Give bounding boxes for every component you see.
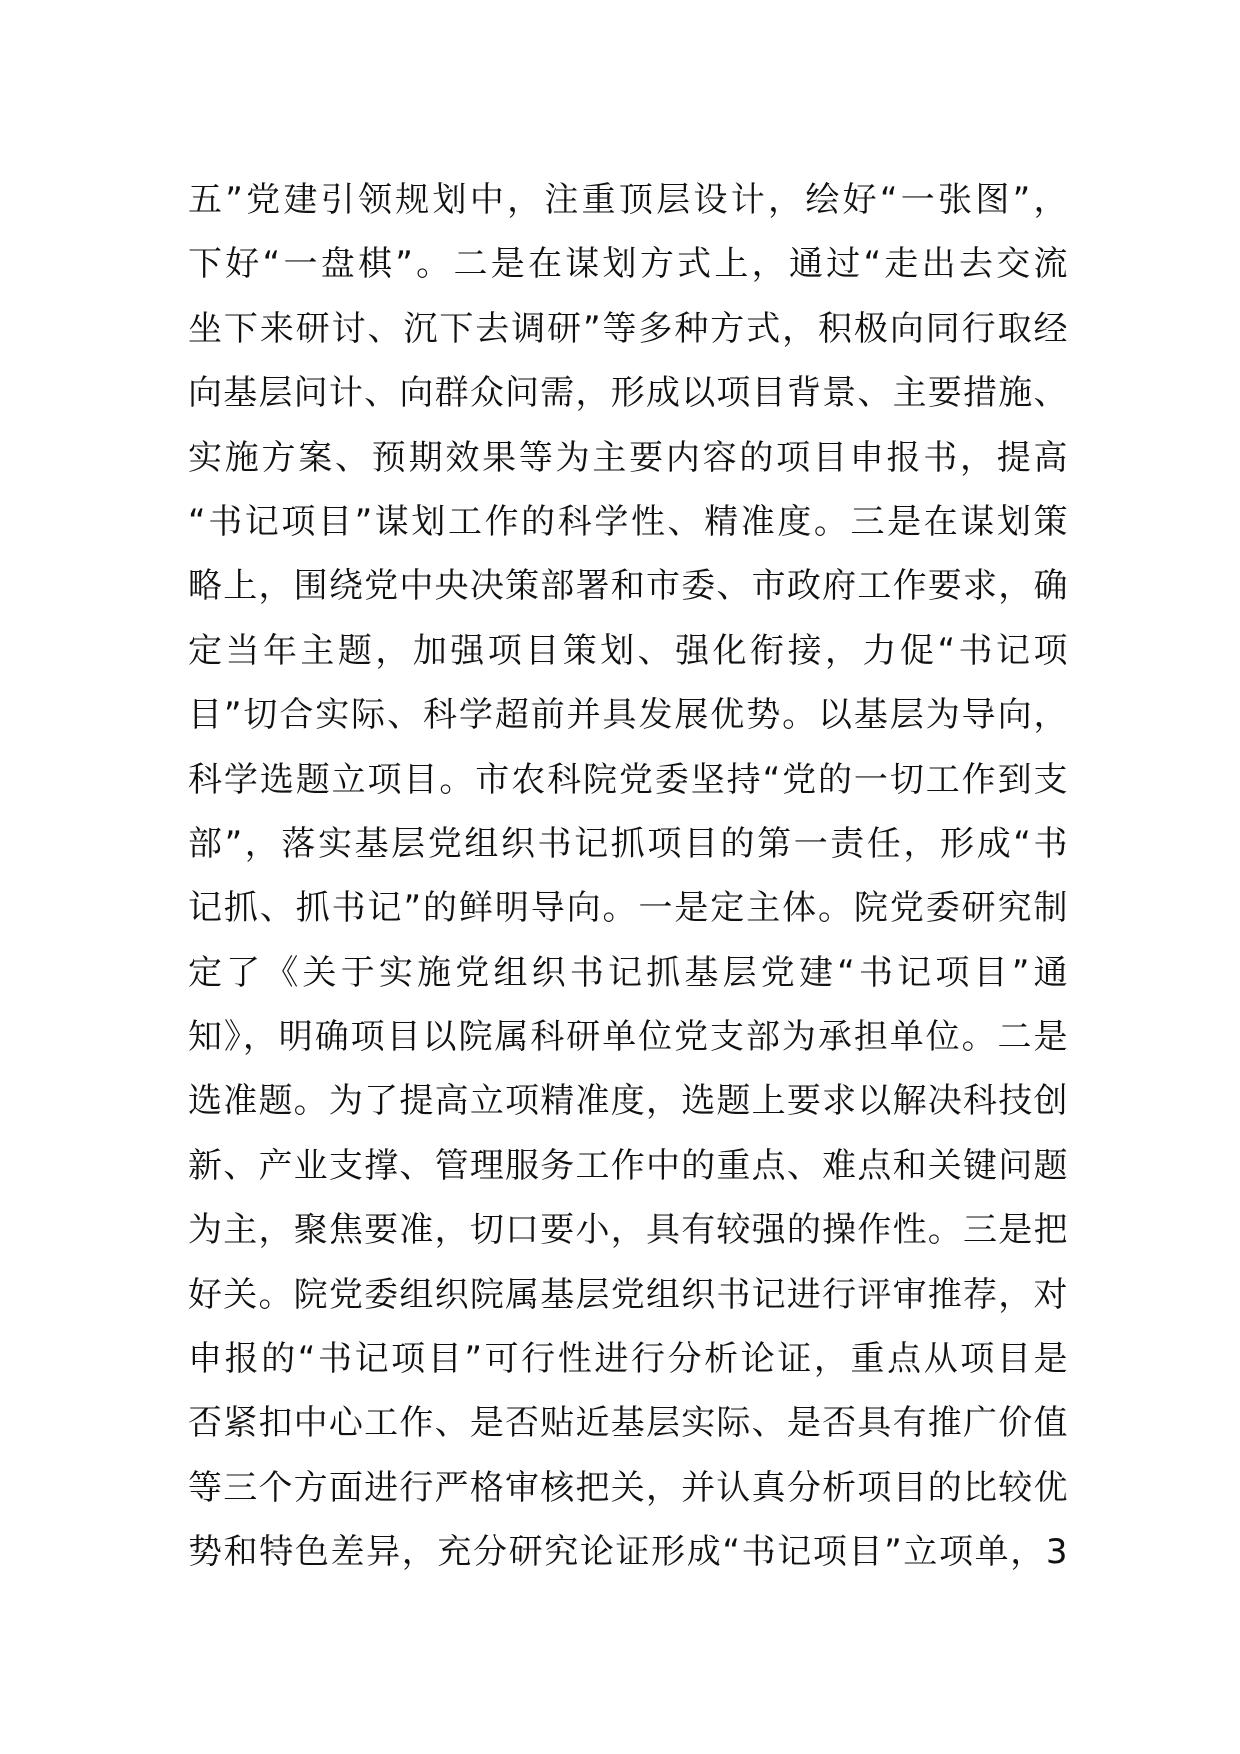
text-line: 势和特色差异，充分研究论证形成“书记项目”立项单，3 [188, 1532, 1068, 1573]
text-line: 定当年主题，加强项目策划、强化衔接，力促“书记项 [188, 630, 1068, 671]
text-line: “书记项目”谋划工作的科学性、精准度。三是在谋划策 [188, 501, 1068, 542]
text-line: 略上，围绕党中央决策部署和市委、市政府工作要求，确 [188, 566, 1068, 607]
text-line: 五”党建引领规划中，注重顶层设计，绘好“一张图”， [188, 180, 1068, 220]
text-line: 否紧扣中心工作、是否贴近基层实际、是否具有推广价值 [188, 1403, 1068, 1444]
text-line: 申报的“书记项目”可行性进行分析论证，重点从项目是 [188, 1339, 1068, 1380]
text-line: 向基层问计、向群众问需，形成以项目背景、主要措施、 [188, 373, 1068, 414]
text-line: 选准题。为了提高立项精准度，选题上要求以解决科技创 [188, 1081, 1068, 1122]
text-line: 知》，明确项目以院属科研单位党支部为承担单位。二是 [188, 1017, 1068, 1058]
text-line: 记抓、抓书记”的鲜明导向。一是定主体。院党委研究制 [188, 888, 1068, 929]
body-text [188, 168, 1068, 1585]
text-line: 新、产业支撑、管理服务工作中的重点、难点和关键问题 [188, 1145, 1068, 1186]
text-line: 下好“一盘棋”。二是在谋划方式上，通过“走出去交流 [188, 244, 1068, 285]
text-line: 好关。院党委组织院属基层党组织书记进行评审推荐，对 [188, 1274, 1068, 1315]
text-line: 坐下来研讨、沉下去调研”等多种方式，积极向同行取经 [188, 308, 1068, 349]
text-line: 等三个方面进行严格审核把关，并认真分析项目的比较优 [188, 1467, 1068, 1508]
text-line: 为主，聚焦要准，切口要小，具有较强的操作性。三是把 [188, 1210, 1068, 1251]
text-line: 定了《关于实施党组织书记抓基层党建“书记项目”通 [188, 952, 1068, 993]
text-line: 目”切合实际、科学超前并具发展优势。以基层为导向， [188, 695, 1068, 736]
text-line: 部”，落实基层党组织书记抓项目的第一责任，形成“书 [188, 823, 1068, 864]
text-line: 科学选题立项目。市农科院党委坚持“党的一切工作到支 [188, 759, 1068, 800]
text-line: 实施方案、预期效果等为主要内容的项目申报书，提高 [188, 437, 1068, 478]
